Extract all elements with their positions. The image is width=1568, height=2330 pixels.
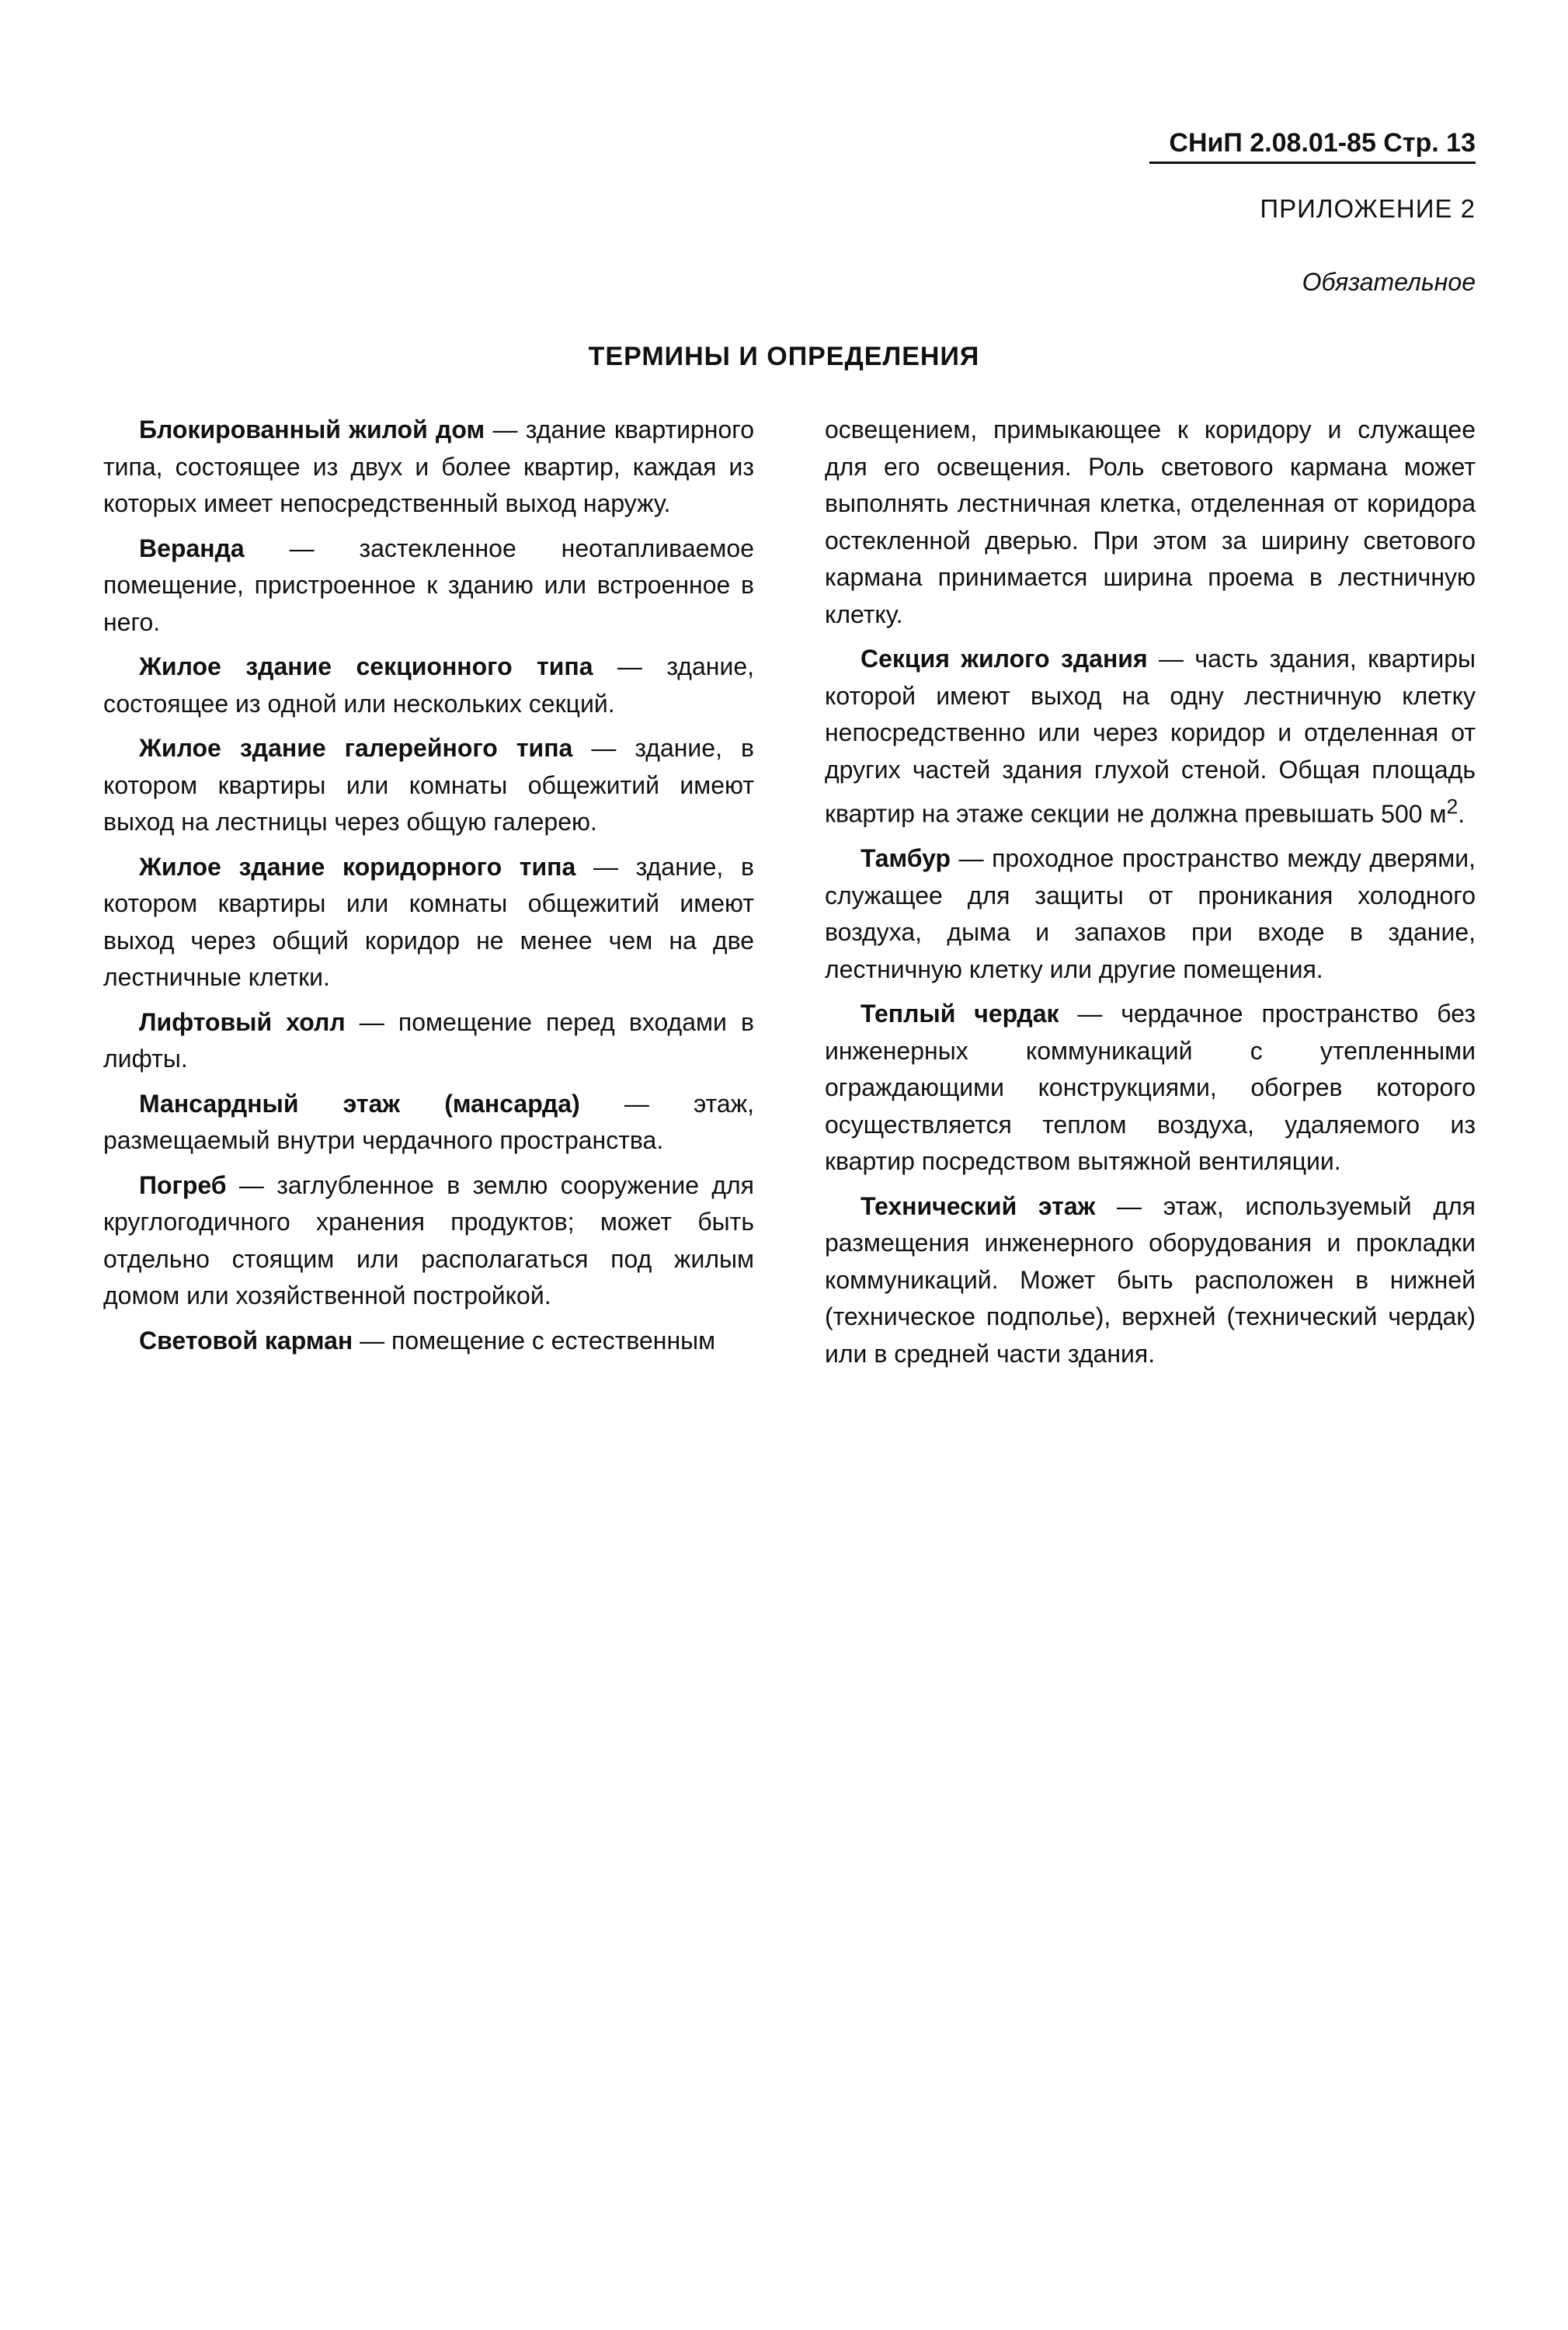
definition-text: — заглубленное в землю сооружение для круглогодичного хранения продуктов; может быть отдельно стоящим или располагаться под жилым домом или хозяйственной постройкой. [103,1170,754,1309]
definition-entry [103,412,754,523]
definition-term: Жилое здание секционного типа [139,652,593,680]
definition-entry [103,649,754,722]
definition-text: — часть здания, квартиры которой имеют выход на одну лестничную клетку непосредственно или через коридор и отделенная от других частей здания глухой стеной. Общая площадь квартир на этаже секции не должна превышать [825,645,1476,828]
definition-term: Секция жилого здания [860,645,1148,673]
definition-text: — здание, в котором квартиры или комнаты общежитий имеют выход через общий коридор не менее чем на две лестничные клетки. [103,852,755,991]
appendix-label: ПРИЛОЖЕНИЕ 2 [1260,194,1476,223]
definition-entry [825,1188,1476,1373]
definition-term: Жилое здание коридорного типа [139,852,576,881]
definition-term: Световой карман [139,1326,353,1355]
definition-text: — помещение перед входами в лифты. [103,1007,755,1073]
definition-entry [103,1323,754,1360]
definition-entry [103,1086,754,1160]
definition-term: Мансардный этаж (мансарда) [139,1089,580,1118]
definition-entry [103,530,754,642]
definition-entry [103,730,754,841]
definition-term: Веранда [139,534,245,562]
definition-term: Лифтовый холл [139,1007,346,1036]
right-column [825,412,1476,1380]
document-reference: СНиП 2.08.01-85 Стр. 13 [1149,128,1476,164]
definition-text: — помещение с естественным [353,1326,716,1355]
definition-text: — этаж, размещаемый внутри чердачного пространства. [103,1089,754,1154]
left-column [103,412,754,1367]
definition-continuation: освещением, примыкающее к коридору и служащее для его освещения. Роль светового кармана может выполнять лестничная клетка, отделенная от коридора остекленной дверью. При этом за ширину светового кармана принимается ширина проема в лестничную клетку. [825,416,1476,628]
definition-text: — этаж, используемый для размещения инженерного оборудования и прокладки коммуникаций. Может быть расположен в нижней (техническое подполье), верхней (технический чердак) или в средней части здания. [825,1191,1476,1368]
area-value: 500 $м^2$. [1381,795,1465,828]
definition-term: Погреб [139,1170,227,1199]
definition-entry [825,641,1476,833]
page-title: ТЕРМИНЫ И ОПРЕДЕЛЕНИЯ [588,342,980,371]
definition-entry [825,996,1476,1181]
definition-text: — проходное пространство между дверями, служащее для защиты от проникания холодного воздуха, дыма и запахов при входе в здание, лестничную клетку или другие помещения. [825,844,1476,983]
definition-term: Блокированный жилой дом [139,416,485,443]
mandatory-label: Обязательное [1302,268,1476,296]
definition-text: — чердачное пространство без инженерных коммуникаций с утепленными ограждающими конструкциями, обогрев которого осуществляется теплом воздуха, удаляемого из квартир посредством вытяжной вентиляции. [825,1000,1476,1176]
definition-term: Теплый чердак [860,1000,1059,1028]
definition-text: — застекленное неотапливаемое помещение, пристроенное к зданию или встроенное в него. [103,534,754,636]
definition-term: Технический этаж [860,1191,1096,1220]
definition-entry [103,849,754,996]
definition-text: — здание, состоящее из одной или нескольких секций. [103,652,755,718]
definition-entry [103,1004,754,1078]
definition-text: — здание, в котором квартиры или комнаты общежитий имеют выход на лестницы через общую галерею. [103,734,755,836]
definition-text: — здание квартирного типа, состоящее из двух и более квартир, каждая из которых имеет непосредственный выход наружу. [103,416,755,517]
definition-term: Тамбур [860,844,951,873]
definition-entry [103,1167,754,1315]
area-exponent: 2 [1446,795,1458,818]
definition-entry [825,840,1476,988]
definition-term: Жилое здание галерейного типа [139,734,573,762]
